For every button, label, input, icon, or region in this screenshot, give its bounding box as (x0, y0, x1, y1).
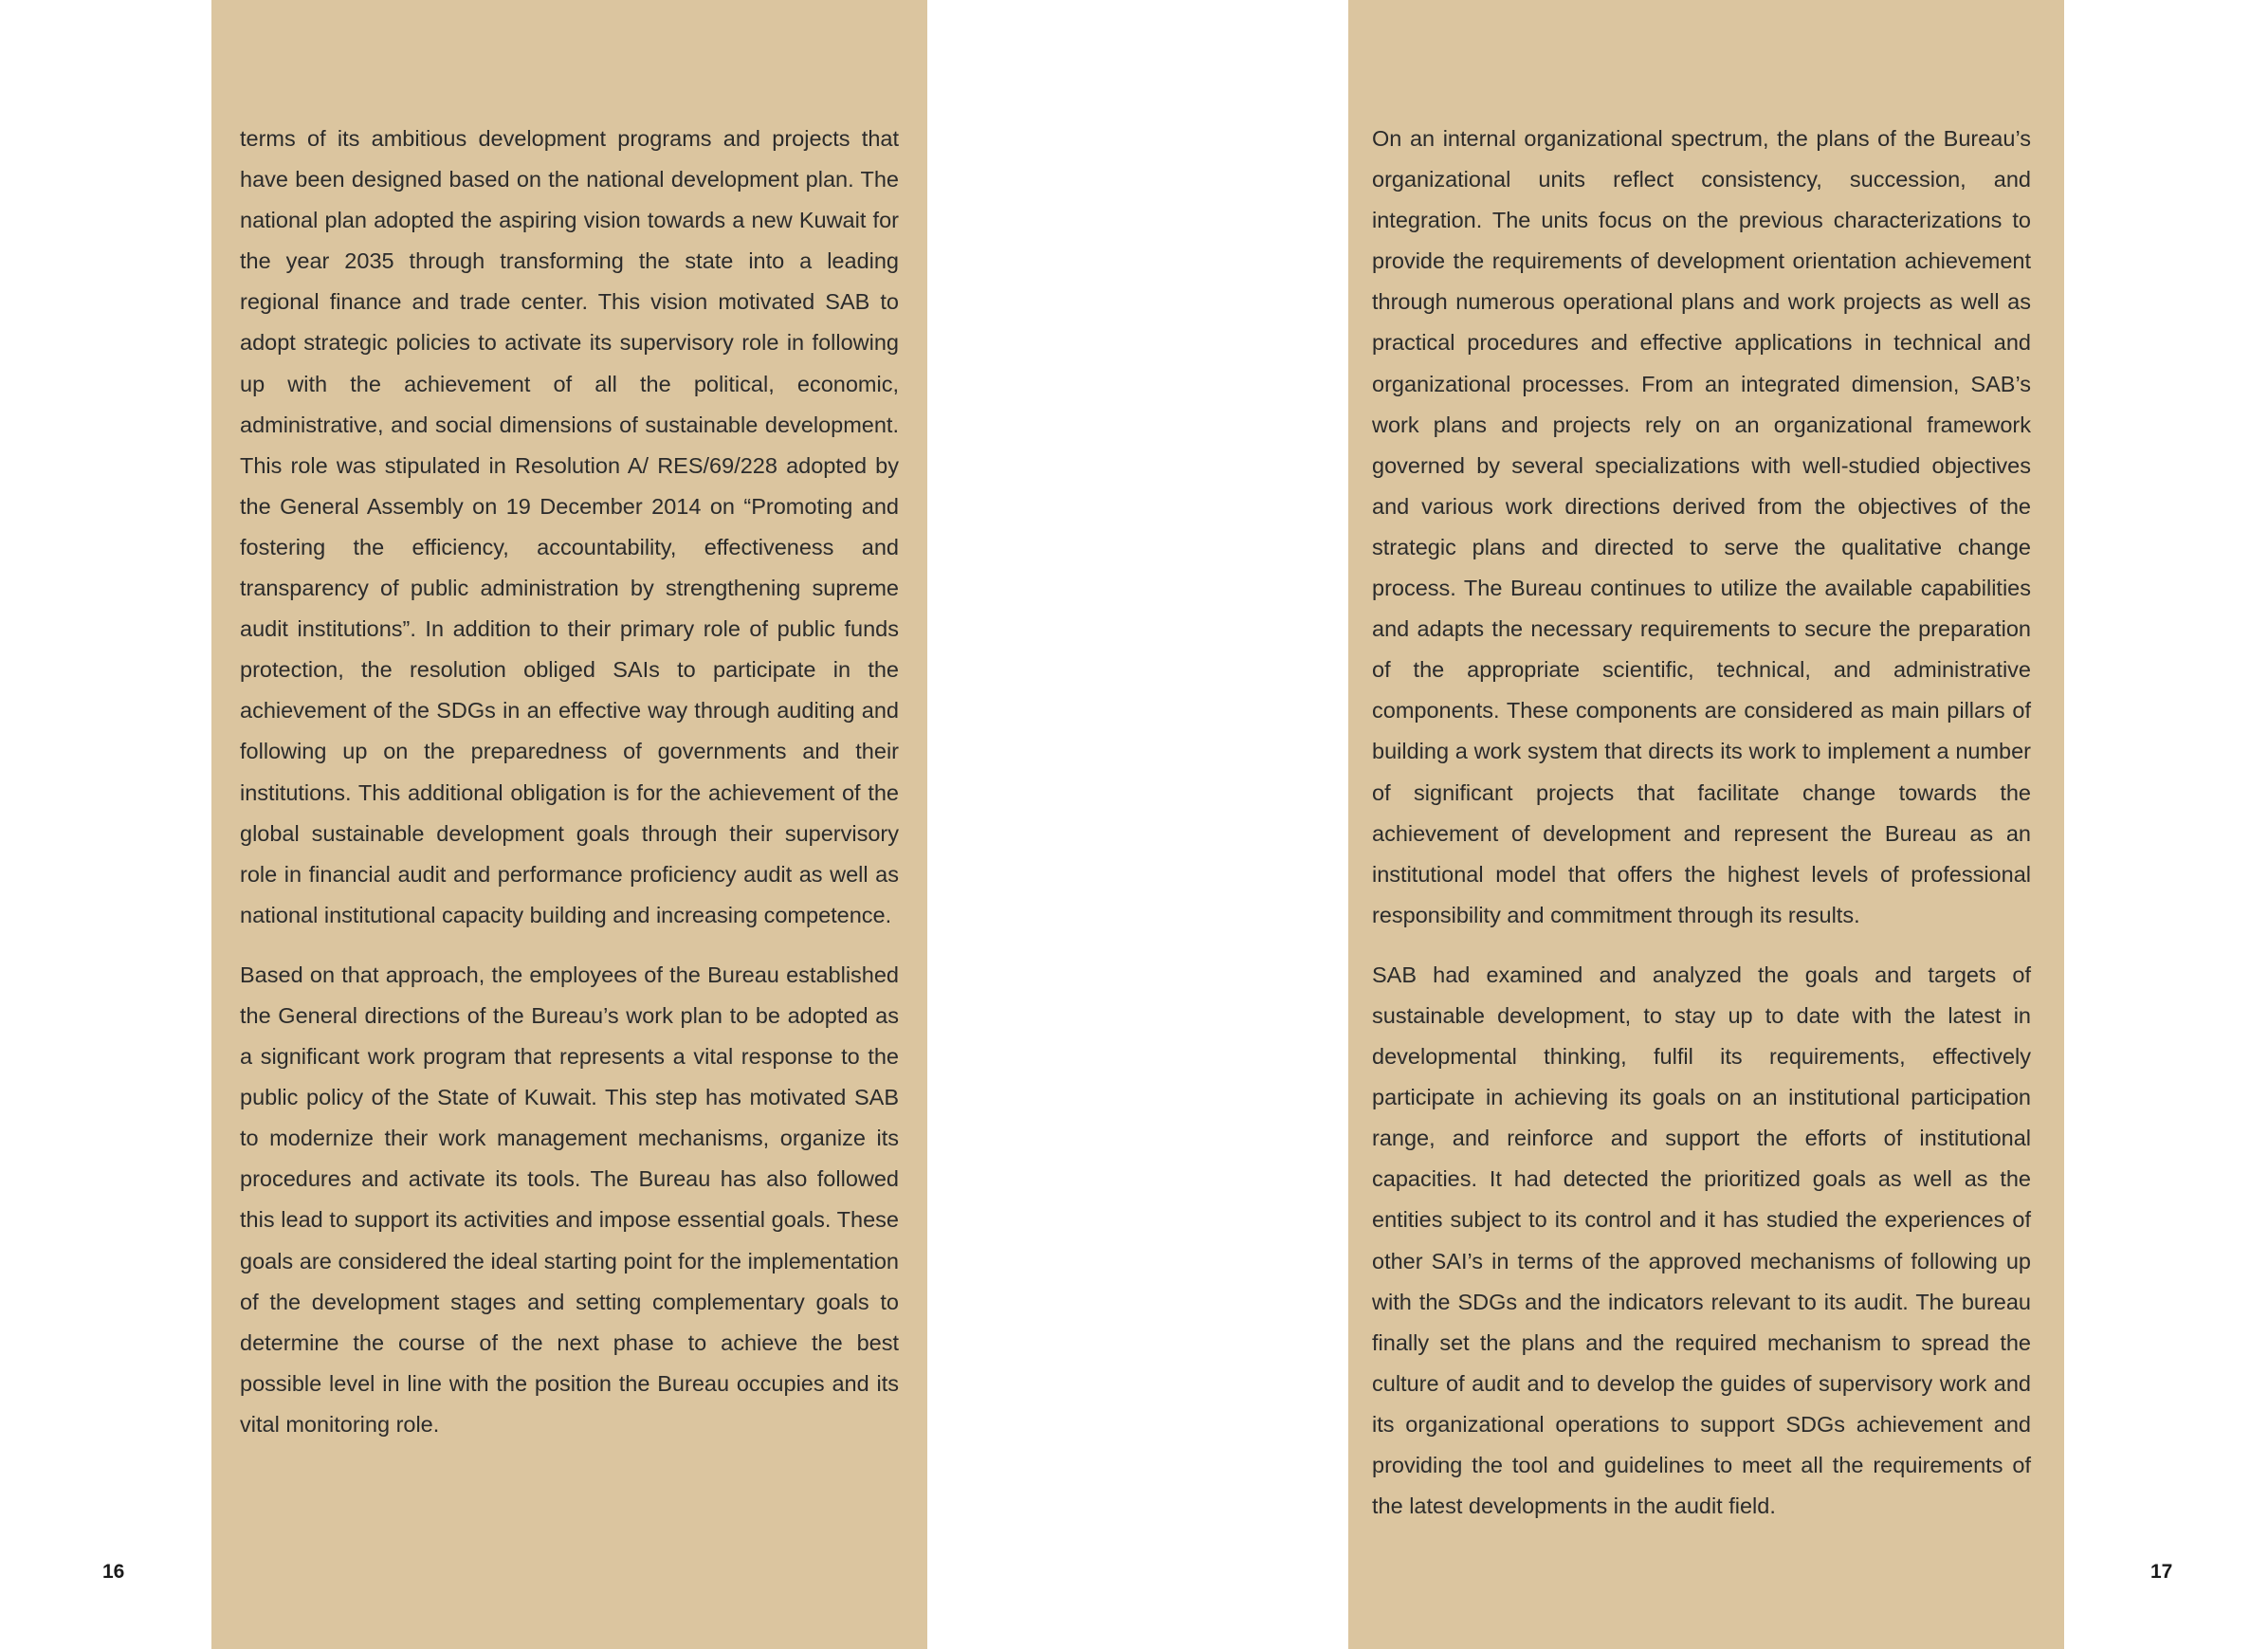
right-page-text-column (1372, 119, 2031, 1546)
right-paragraph-2: SAB had examined and analyzed the goals and targets of sustainable development, to stay up to date with the latest in developmental thinking, fulfil its requirements, effectively participate in achieving its goals on an institutional participation range, and reinforce and support the efforts of institutional capacities. It had detected the prioritized goals as well as the entities subject to its control and it has studied the experiences of other SAI’s in terms of the approved mechanisms of following up with the SDGs and the indicators relevant to its audit. The bureau finally set the plans and the required mechanism to spread the culture of audit and to develop the guides of supervisory work and its organizational operations to support SDGs achievement and providing the tool and guidelines to meet all the requirements of the latest developments in the audit field. (1372, 962, 2031, 1519)
left-page-text-column (240, 119, 899, 1464)
left-paragraph-1: terms of its ambitious development programs and projects that have been designed based on the national development plan. The national plan adopted the aspiring vision towards a new Kuwait for the year 2035 through transforming the state into a leading regional finance and trade center. This vision motivated SAB to adopt strategic policies to activate its supervisory role in following up with the achievement of all the political, economic, administrative, and social dimensions of sustainable development. This role was stipulated in Resolution A/ RES/69/228 adopted by the General Assembly on 19 December 2014 on “Promoting and fostering the efficiency, accountability, effectiveness and transparency of public administration by strengthening supreme audit institutions”. In addition to their primary role of public funds protection, the resolution obliged SAIs to participate in the achievement of the SDGs in an effective way through auditing and following up on the preparedness of governments and their institutions. This additional obligation is for the achievement of the global sustainable development goals through their supervisory role in financial audit and performance proficiency audit as well as national institutional capacity building and increasing competence. (240, 126, 899, 927)
left-paragraph-2: Based on that approach, the employees of the Bureau established the General directions of the Bureau’s work plan to be adopted as a significant work program that represents a vital response to the public policy of the State of Kuwait. This step has motivated SAB to modernize their work management mechanisms, organize its procedures and activate its tools. The Bureau has also followed this lead to support its activities and impose essential goals. These goals are considered the ideal starting point for the implementation of the development stages and setting complementary goals to determine the course of the next phase to achieve the best possible level in line with the position the Bureau occupies and its vital monitoring role. (240, 962, 899, 1437)
page-number-left: 16 (102, 1561, 125, 1583)
right-paragraph-1: On an internal organizational spectrum, the plans of the Bureau’s organizational units reflect consistency, succession, and integration. The units focus on the previous characterizations to provide the requirements of development orientation achievement through numerous operational plans and work projects as well as practical procedures and effective applications in technical and organizational processes. From an integrated dimension, SAB’s work plans and projects rely on an organizational framework governed by several specializations with well-studied objectives and various work directions derived from the objectives of the strategic plans and directed to serve the qualitative change process. The Bureau continues to utilize the available capabilities and adapts the necessary requirements to secure the preparation of the appropriate scientific, technical, and administrative components. These components are considered as main pillars of building a work system that directs its work to implement a number of significant projects that facilitate change towards the achievement of development and represent the Bureau as an institutional model that offers the highest levels of professional responsibility and commitment through its results. (1372, 126, 2031, 927)
page-number-right: 17 (2150, 1561, 2173, 1583)
